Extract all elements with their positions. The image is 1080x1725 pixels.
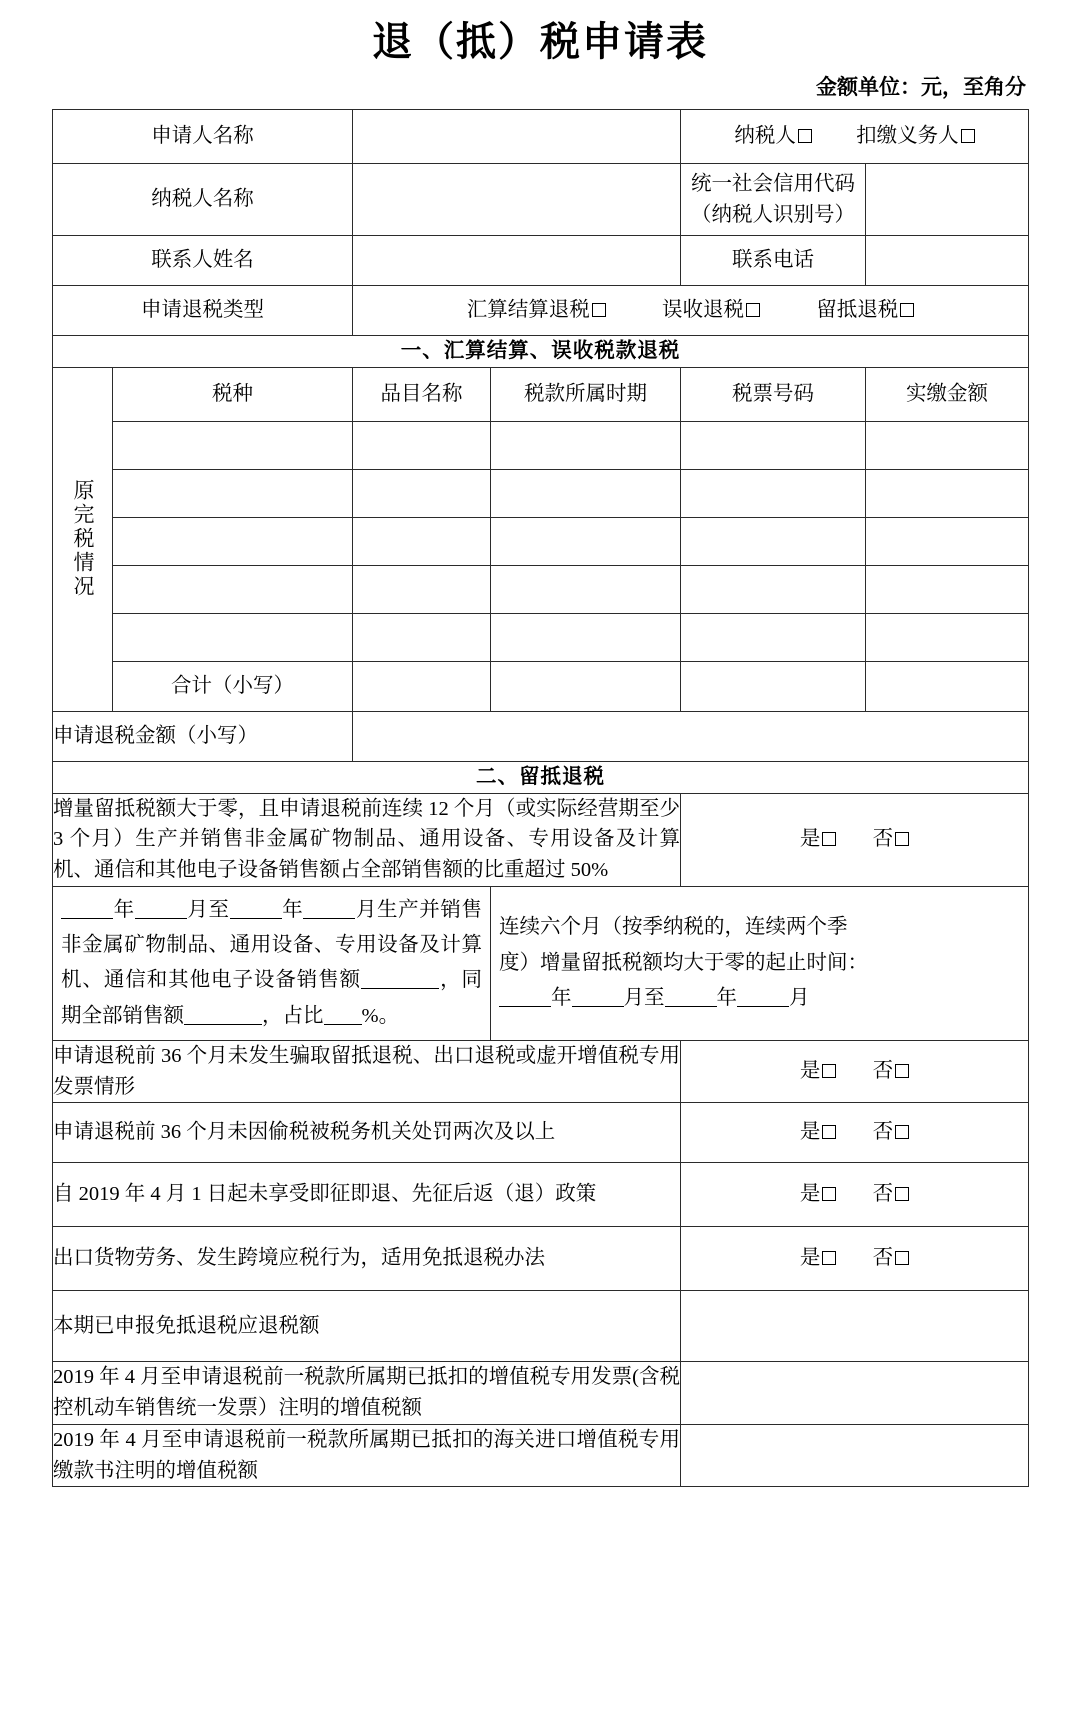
original-tax-payment-side-label: 原完税情况: [71, 479, 95, 600]
condition-no-fraud-text: 申请退税前 36 个月未发生骗取留抵退税、出口退税或虚开增值税专用发票情形: [53, 1040, 681, 1103]
table-row: [53, 565, 1029, 613]
total-sales-amount-blank[interactable]: [184, 1004, 262, 1025]
column-header-tax-period: 税款所属时期: [491, 367, 681, 421]
no-checkbox[interactable]: [895, 1251, 909, 1265]
refund-type-option-0-label: 汇算结算退税: [466, 299, 590, 322]
cell-tax-receipt-no[interactable]: [681, 613, 866, 661]
row-apply-amount: [53, 711, 1029, 761]
no-label: 否: [872, 1121, 894, 1144]
condition-export-exempt-text: 出口货物劳务、发生跨境应税行为，适用免抵退税办法: [53, 1226, 681, 1290]
sales-ratio-blank[interactable]: [324, 1004, 362, 1025]
cell-tax-receipt-no[interactable]: [681, 469, 866, 517]
deducted-customs-import-vat-label: 2019 年 4 月至申请退税前一税款所属期已抵扣的海关进口增值税专用缴款书注明的增值税额: [53, 1424, 681, 1487]
no-label: 否: [872, 1060, 894, 1083]
sales-end-year-unit: 年: [281, 898, 304, 921]
no-checkbox[interactable]: [895, 832, 909, 846]
credit-code-label-line2: （纳税人识别号）: [691, 203, 855, 226]
total-label: 合计（小写）: [113, 661, 353, 711]
continuous-period-line1: 连续六个月（按季纳税的，连续两个季: [499, 916, 848, 939]
cell-tax-period[interactable]: [491, 469, 681, 517]
row-condition-no-immediate-refund: [53, 1163, 1029, 1227]
apply-amount-input[interactable]: [353, 711, 1029, 761]
taxpayer-checkbox[interactable]: [798, 129, 812, 143]
taxpayer-checkbox-label: 纳税人: [734, 125, 796, 148]
contact-person-label: 联系人姓名: [53, 236, 353, 286]
sales-line1-tail: 月生产并销: [355, 898, 462, 921]
no-label: 否: [872, 1246, 894, 1269]
row-contact: [53, 236, 1029, 286]
yes-label: 是: [799, 1121, 821, 1144]
no-label: 否: [872, 1183, 894, 1205]
original-tax-payment-side-label-cell: [53, 367, 113, 711]
condition-no-penalty-yesno[interactable]: [681, 1103, 1029, 1163]
row-section1-heading: [53, 336, 1029, 368]
yes-label: 是: [799, 1060, 821, 1083]
specified-sales-amount-blank[interactable]: [361, 969, 439, 990]
row-total: [53, 661, 1029, 711]
contact-phone-input[interactable]: [866, 236, 1029, 286]
row-refund-type: [53, 286, 1029, 336]
cell-tax-period[interactable]: [491, 565, 681, 613]
row-condition-no-penalty: [53, 1103, 1029, 1163]
yes-label: 是: [799, 1246, 821, 1269]
amount-unit-note: 金额单位：元，至角分: [816, 76, 1026, 99]
cell-paid-amount[interactable]: [866, 421, 1029, 469]
cell-tax-type[interactable]: [113, 517, 353, 565]
yes-checkbox[interactable]: [822, 1187, 836, 1201]
period-start-month-unit: 月至: [623, 986, 665, 1009]
page-title: 退（抵）税申请表: [372, 20, 708, 64]
cell-paid-amount[interactable]: [866, 517, 1029, 565]
refund-type-option-1-label: 误收退税: [662, 299, 744, 322]
row-declared-exempt-refund-amount: [53, 1290, 1029, 1362]
withholding-agent-checkbox[interactable]: [961, 129, 975, 143]
condition-no-immediate-refund-yesno[interactable]: [681, 1163, 1029, 1227]
sales-start-year-blank[interactable]: [61, 898, 113, 919]
cell-item-name[interactable]: [353, 469, 491, 517]
yes-checkbox[interactable]: [822, 1125, 836, 1139]
cell-tax-receipt-no[interactable]: [681, 421, 866, 469]
continuous-period-blanks[interactable]: [499, 981, 1020, 1016]
column-header-tax-receipt-no: 税票号码: [681, 367, 866, 421]
total-value-3[interactable]: [866, 661, 1029, 711]
total-value-2[interactable]: [681, 661, 866, 711]
table-row: [53, 613, 1029, 661]
table-row: [53, 469, 1029, 517]
credit-code-label: [681, 164, 866, 236]
row-applicant-name: [53, 110, 1029, 164]
sales-line4-suffix: %。: [361, 1004, 400, 1027]
declared-exempt-refund-amount-label: 本期已申报免抵退税应退税额: [53, 1290, 681, 1362]
cell-item-name[interactable]: [353, 613, 491, 661]
refund-type-option-2-checkbox[interactable]: [900, 303, 914, 317]
column-header-paid-amount: 实缴金额: [866, 367, 1029, 421]
refund-type-options[interactable]: [353, 286, 1029, 336]
total-value-0[interactable]: [353, 661, 491, 711]
sales-start-year-unit: 年: [113, 898, 135, 921]
yes-checkbox[interactable]: [822, 832, 836, 846]
cell-tax-receipt-no[interactable]: [681, 517, 866, 565]
section2-heading: 二、留抵退税: [53, 761, 1029, 793]
applicant-type-checkboxes[interactable]: [681, 110, 1029, 164]
condition-no-fraud-yesno[interactable]: [681, 1040, 1029, 1103]
contact-person-input[interactable]: [353, 236, 681, 286]
contact-phone-label: 联系电话: [681, 236, 866, 286]
cell-tax-period[interactable]: [491, 613, 681, 661]
cell-tax-type[interactable]: [113, 565, 353, 613]
row-condition-no-fraud: [53, 1040, 1029, 1103]
cell-tax-period[interactable]: [491, 421, 681, 469]
sales-line2: 售非金属矿物制品、通用设备、专用设备及计: [61, 898, 483, 956]
credit-code-label-line1: 统一社会信用代码: [691, 172, 855, 195]
no-checkbox[interactable]: [895, 1064, 909, 1078]
sales-end-year-blank[interactable]: [230, 898, 282, 919]
taxpayer-name-input[interactable]: [353, 164, 681, 236]
yes-checkbox[interactable]: [822, 1251, 836, 1265]
row-taxpayer-name: [53, 164, 1029, 236]
refund-type-label: 申请退税类型: [53, 286, 353, 336]
period-end-year-blank[interactable]: [665, 986, 717, 1007]
deducted-customs-import-vat-input[interactable]: [681, 1424, 1029, 1487]
row-condition-export-exempt: [53, 1226, 1029, 1290]
condition-no-penalty-text: 申请退税前 36 个月未因偷税被税务机关处罚两次及以上: [53, 1103, 681, 1163]
row-section1-columns: [53, 367, 1029, 421]
period-end-month-unit: 月: [789, 986, 810, 1009]
period-start-year-blank[interactable]: [499, 986, 551, 1007]
declared-exempt-refund-amount-input[interactable]: [681, 1290, 1029, 1362]
cell-tax-type[interactable]: [113, 421, 353, 469]
no-checkbox[interactable]: [895, 1187, 909, 1201]
deducted-special-invoice-vat-label: 2019 年 4 月至申请退税前一税款所属期已抵扣的增值税专用发票(含税控机动车销售统一发票）注明的增值税额: [53, 1362, 681, 1425]
cell-item-name[interactable]: [353, 517, 491, 565]
refund-type-option-2-label: 留抵退税: [816, 299, 899, 322]
total-value-1[interactable]: [491, 661, 681, 711]
tax-refund-application-table: [52, 109, 1029, 1487]
deducted-special-invoice-vat-input[interactable]: [681, 1362, 1029, 1425]
sales-line4-mid: ，占比: [262, 1004, 324, 1027]
no-label: 否: [872, 828, 894, 851]
sales-line3-prefix: 算机、通信和其他电子设备销售额: [61, 934, 482, 992]
applicant-name-label: 申请人名称: [53, 110, 353, 164]
withholding-agent-checkbox-label: 扣缴义务人: [856, 125, 959, 148]
continuous-period-line2: 度）增量留抵税额均大于零的起止时间：: [499, 951, 868, 974]
period-end-year-unit: 年: [716, 986, 737, 1009]
yes-checkbox[interactable]: [822, 1064, 836, 1078]
refund-type-option-0-checkbox[interactable]: [592, 303, 606, 317]
row-condition-sales-ratio: [53, 793, 1029, 886]
row-sales-and-period-detail: [53, 886, 1029, 1040]
applicant-name-input[interactable]: [353, 110, 681, 164]
period-start-year-unit: 年: [551, 986, 572, 1009]
cell-item-name[interactable]: [353, 421, 491, 469]
taxpayer-name-label: 纳税人名称: [53, 164, 353, 236]
sales-line3-suffix: ，: [439, 969, 462, 992]
cell-tax-type[interactable]: [113, 469, 353, 517]
apply-amount-label: 申请退税金额（小写）: [53, 711, 353, 761]
yes-label: 是: [799, 1183, 821, 1205]
table-row: [53, 421, 1029, 469]
period-start-month-blank[interactable]: [572, 986, 624, 1007]
sales-start-month-blank[interactable]: [135, 898, 187, 919]
cell-tax-type[interactable]: [113, 613, 353, 661]
condition-no-immediate-refund-text: 自 2019 年 4 月 1 日起未享受即征即退、先征后返（退）政策: [53, 1163, 681, 1227]
condition-sales-ratio-text: 增量留抵税额大于零，且申请退税前连续 12 个月（或实际经营期至少 3 个月）生产并销售非金属矿物制品、通用设备、专用设备及计算机、通信和其他电子设备销售额占全部销售额的比重超过 50%: [53, 793, 681, 886]
cell-tax-receipt-no[interactable]: [681, 565, 866, 613]
condition-sales-ratio-yesno[interactable]: [681, 793, 1029, 886]
cell-paid-amount[interactable]: [866, 469, 1029, 517]
sales-end-month-blank[interactable]: [303, 898, 355, 919]
cell-paid-amount[interactable]: [866, 565, 1029, 613]
section1-heading: 一、汇算结算、误收税款退税: [53, 336, 1029, 368]
yes-label: 是: [799, 828, 821, 851]
refund-type-option-1-checkbox[interactable]: [746, 303, 760, 317]
no-checkbox[interactable]: [895, 1125, 909, 1139]
period-end-month-blank[interactable]: [737, 986, 789, 1007]
row-deducted-customs-import-vat: [53, 1424, 1029, 1487]
condition-export-exempt-yesno[interactable]: [681, 1226, 1029, 1290]
cell-item-name[interactable]: [353, 565, 491, 613]
column-header-item-name: 品目名称: [353, 367, 491, 421]
credit-code-input[interactable]: [866, 164, 1029, 236]
cell-tax-period[interactable]: [491, 517, 681, 565]
sales-detail-block[interactable]: [53, 886, 491, 1040]
continuous-period-block[interactable]: [491, 886, 1029, 1040]
column-header-tax-type: 税种: [113, 367, 353, 421]
row-section2-heading: [53, 761, 1029, 793]
row-deducted-special-invoice-vat: [53, 1362, 1029, 1425]
sales-start-month-unit: 月至: [186, 898, 230, 921]
cell-paid-amount[interactable]: [866, 613, 1029, 661]
sales-line4-prefix: 同期全部销售额: [61, 969, 482, 1027]
table-row: [53, 517, 1029, 565]
